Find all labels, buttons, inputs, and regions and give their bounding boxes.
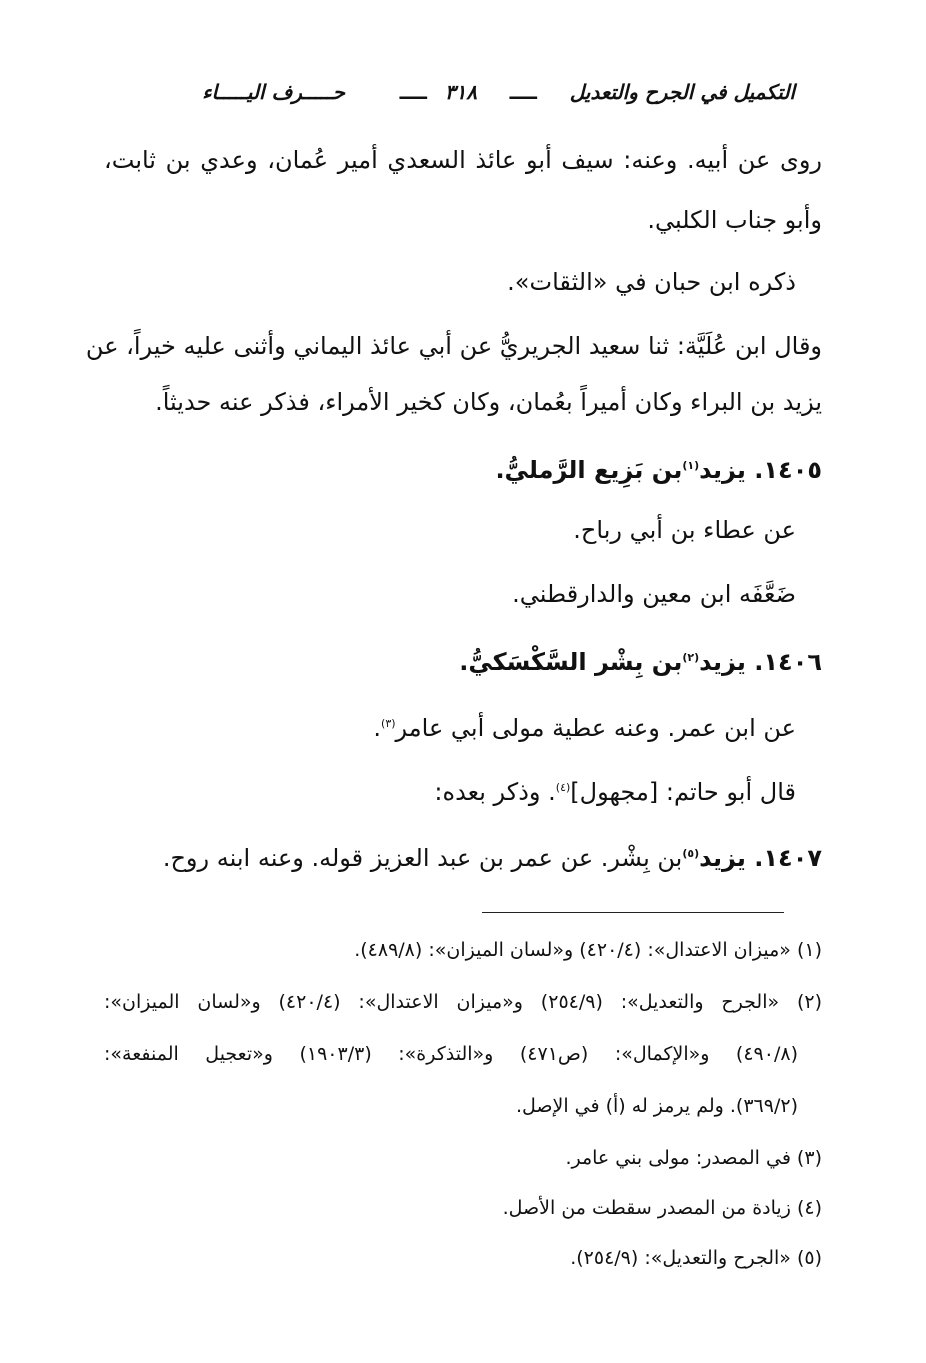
body-line: عن عطاء بن أبي رباح. [573,516,796,544]
footnote-3: (٣) في المصدر: مولى بني عامر. [565,1147,822,1169]
entry-heading-1406 [459,638,822,678]
footnote-ref: (٣) [381,717,396,730]
body-line: يزيد بن البراء وكان أميراً بعُمان، وكان كخير الأمراء، فذكر عنه حديثاً. [155,388,822,416]
header-dash: ــــ [509,80,537,104]
entry-number-name: ١٤٠٥. يزيد [699,456,822,484]
footnote-2: (٢) «الجرح والتعديل»: (٢٥٤/٩) و«ميزان الاعتدال»: (٤٢٠/٤) و«لسان الميزان»: [104,991,823,1013]
body-line: ذكره ابن حبان في «الثقات». [507,268,796,296]
body-line: وقال ابن عُلَيَّة: ثنا سعيد الجريريُّ عن أبي عائذ اليماني وأثنى عليه خيراً، عن [85,332,822,360]
body-text: . وذكر بعده: [434,778,556,806]
entry-number-name: ١٤٠٧. يزيد [699,844,822,872]
body-line: روى عن أبيه. وعنه: سيف أبو عائذ السعدي أمير عُمان، وعدي بن ثابت، [104,146,822,174]
body-text: قال أبو حاتم: [مجهول] [570,778,796,806]
entry-heading-1405 [495,446,822,486]
footnote-2-continuation: (٣٦٩/٢). ولم يرمز له (أ) في الإصل. [515,1095,798,1117]
body-line: ضَعَّفَه ابن معين والدارقطني. [512,580,796,608]
body-text: عن ابن عمر. وعنه عطية مولى أبي عامر [395,714,796,742]
entry-name-rest: بن بَزِيع الرَّمليُّ. [495,456,683,484]
header-dash: ــــ [399,80,427,104]
entry-number-name: ١٤٠٦. يزيد [699,648,822,676]
entry-heading-1407 [163,834,822,874]
footnote-ref: (٢) [682,651,700,664]
footnote-4: (٤) زيادة من المصدر سقطت من الأصل. [502,1197,822,1219]
footnote-1: (١) «ميزان الاعتدال»: (٤٢٠/٤) و«لسان الميزان»: (٤٨٩/٨). [354,939,822,961]
body-line [373,704,796,744]
footnote-separator [482,912,784,913]
entry-name-rest: بن بِشْر السَّكْسَكيُّ. [459,648,683,676]
footnote-ref: (٥) [682,847,700,860]
entry-text: بن بِشْر. عن عمر بن عبد العزيز قوله. وعنه ابنه روح. [162,844,683,872]
footnote-ref: (١) [682,459,700,472]
running-header [155,80,795,114]
footnote-ref: (٤) [555,781,571,794]
body-text: . [373,714,382,742]
footnote-2-continuation: (٤٩٠/٨) و«الإكمال»: (ص٤٧١) و«التذكرة»: (١٩٠٣/٣) و«تعجيل المنفعة»: [104,1043,798,1065]
page-number: ٣١٨ [444,80,477,104]
footnote-5: (٥) «الجرح والتعديل»: (٢٥٤/٩). [570,1247,822,1269]
body-line [434,768,796,808]
header-section-title: حـــــرف اليـــــاء [202,80,345,104]
header-book-title: التكميل في الجرح والتعديل [569,80,795,104]
body-line: وأبو جناب الكلبي. [647,206,822,234]
